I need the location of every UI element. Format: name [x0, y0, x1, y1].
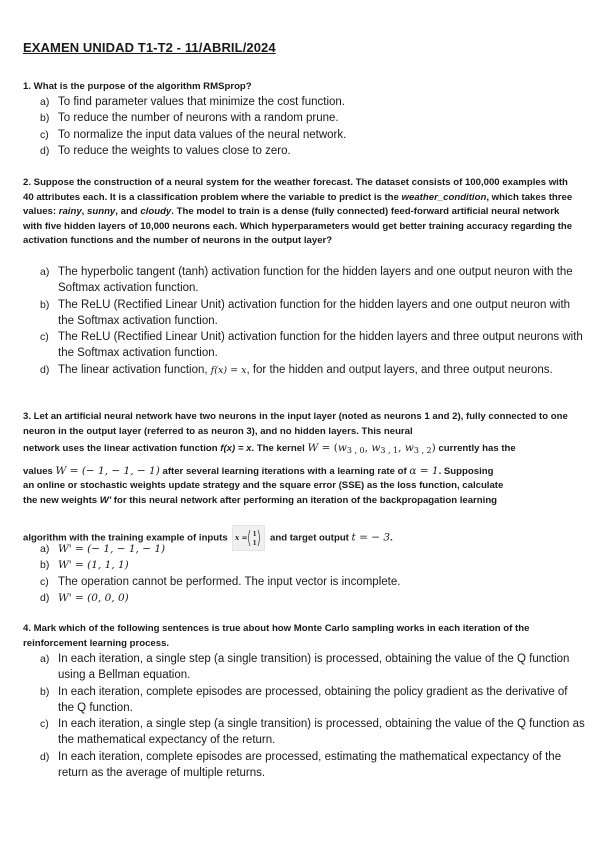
option-text: In each iteration, complete episodes are processed, estimating the mathematical expectancy of the return as the average of multiple returns.	[58, 750, 562, 780]
option-4b[interactable]	[40, 684, 585, 717]
q3-line	[23, 441, 579, 459]
subscript: 3 , 1	[380, 446, 399, 456]
option-2a[interactable]	[40, 264, 585, 297]
option-letter: b)	[40, 112, 50, 125]
option-3b[interactable]	[40, 557, 585, 573]
subscript: 3 , 0	[346, 446, 365, 456]
q2-part: . The model to train is a dense (fully connected) feed-forward artificial neural network with five hidden layers of 10,000 neurons each. Which hyperparameters would get better training accuracy regarding the activation functions and the number of neurons in the output layer?	[23, 206, 573, 247]
q3-math: = (− 1, − 1, − 1)	[66, 464, 160, 477]
subscript: 3 , 2	[413, 446, 432, 456]
option-text: , for the hidden and output layers, and three output neurons.	[246, 363, 553, 376]
kernel-vector: ($w_{3 , 0}$, $w_{3 , 1}$, $w_{3 , 2}$)	[333, 442, 436, 456]
q3-part: algorithm with the training example of inputs	[23, 532, 231, 544]
option-text: The linear activation function,	[58, 363, 211, 376]
q2-value: rainy	[58, 206, 82, 218]
option-text: In each iteration, complete episodes are processed, obtaining the policy gradient as the derivative of the Q function.	[58, 685, 568, 714]
question-2-text	[23, 176, 579, 249]
option-letter: a)	[40, 653, 50, 665]
question-3-options	[40, 541, 585, 606]
q3-part: . Supposing	[438, 465, 494, 477]
q3-line: an online or stochastic weights update strategy and the square error (SSE) as the loss function, calculate	[23, 480, 504, 492]
option-letter: c)	[40, 331, 49, 344]
q3-part: currently has the	[435, 443, 516, 455]
option-text: The operation cannot be performed. The input vector is incomplete.	[58, 575, 401, 588]
q3-math: t = − 3	[351, 531, 391, 544]
exam-title: EXAMEN UNIDAD T1-T2 - 11/ABRIL/2024	[23, 40, 276, 55]
q3-math: =	[318, 442, 334, 455]
option-letter: d)	[40, 363, 50, 376]
option-3c[interactable]	[40, 574, 585, 590]
option-letter: c)	[40, 575, 49, 588]
q3-part: .	[390, 532, 393, 544]
option-4d[interactable]	[40, 749, 585, 782]
question-4-text: 4. Mark which of the following sentences is true about how Monte Carlo sampling works in each iteration of the reinforcement learning process.	[23, 623, 530, 649]
option-math: f(x) = x	[210, 364, 247, 376]
q3-fx: f(x) = x	[220, 443, 252, 455]
option-text: The ReLU (Rectified Linear Unit) activation function for the hidden layers and one output neuron with the Softmax activation function.	[58, 298, 571, 327]
option-text: In each iteration, a single step (a single transition) is processed, obtaining the value of the Q function as the mathematical expectancy of the return.	[58, 718, 585, 747]
question-1-text: 1. What is the purpose of the algorithm RMSprop?	[23, 81, 252, 92]
q3-part: the new weights	[23, 494, 100, 506]
q3-math: W'	[99, 494, 112, 506]
question-3-text	[23, 410, 579, 551]
option-2c[interactable]	[40, 329, 585, 362]
q3-math: W	[55, 464, 67, 477]
q2-part: 2. Suppose the construction of a neural system for the weather forecast. The dataset consists of 100,000 examples with 40 attributes each. It is a classification problem where the variable to predict is the	[23, 177, 568, 203]
input-vector-label: x =	[235, 532, 248, 542]
q2-variable: weather_condition	[401, 191, 487, 203]
q3-part: after several learning iterations with a learning rate of	[159, 465, 410, 477]
q3-line	[23, 494, 579, 509]
option-text: The hyperbolic tangent (tanh) activation function for the hidden layers and one output neuron with the Softmax activation function.	[58, 266, 573, 295]
option-math: W' = (− 1, − 1, − 1)	[58, 543, 166, 555]
q3-part: values	[23, 465, 56, 477]
q3-math: α = 1	[409, 464, 439, 477]
q3-math: W	[307, 442, 319, 455]
option-letter: a)	[40, 96, 50, 108]
option-math: W' = (1, 1, 1)	[58, 559, 129, 572]
option-4c[interactable]	[40, 716, 585, 749]
q2-part: , which takes three values:	[23, 191, 573, 218]
option-letter: b)	[40, 559, 50, 572]
q3-part: for this neural network after performing an iteration of the backpropagation learning	[111, 494, 498, 506]
option-1c[interactable]	[40, 127, 585, 143]
question-2-options	[40, 264, 585, 379]
option-1d[interactable]	[40, 143, 585, 159]
option-text: To reduce the weights to values close to zero.	[58, 144, 291, 157]
q2-value: sunny	[87, 206, 116, 218]
option-text: The ReLU (Rectified Linear Unit) activation function for the hidden layers and three output neurons with the Softmax activation function.	[58, 331, 583, 360]
option-text: To reduce the number of neurons with a random prune.	[58, 112, 339, 125]
option-letter: d)	[40, 750, 50, 763]
option-text: To normalize the input data values of the neural network.	[58, 128, 347, 141]
option-letter: d)	[40, 144, 50, 157]
option-3d[interactable]	[40, 590, 585, 606]
option-1b[interactable]	[40, 110, 585, 126]
option-letter: a)	[40, 266, 50, 278]
option-text: In each iteration, a single step (a single transition) is processed, obtaining the value of the Q function using a Bellman equation.	[58, 653, 570, 682]
option-letter: d)	[40, 591, 50, 604]
option-letter: c)	[40, 128, 49, 141]
option-2b[interactable]	[40, 297, 585, 330]
option-letter: c)	[40, 718, 49, 731]
input-x1: 1	[252, 530, 258, 538]
q3-line	[23, 464, 579, 480]
q3-part: and target output	[267, 532, 352, 544]
option-3a[interactable]	[40, 541, 585, 557]
q3-part: . The kernel	[251, 443, 308, 455]
q3-part: network uses the linear activation function	[23, 443, 221, 455]
q2-separator: , and	[115, 206, 141, 218]
option-letter: a)	[40, 543, 50, 555]
question-1-options	[40, 94, 585, 159]
q3-line: 3. Let an artificial neural network have two neurons in the input layer (noted as neurons 1 and 2), fully connected to one neuron in the output layer (referred to as neuron 3), and no hidden layers. This neural	[23, 411, 568, 437]
option-4a[interactable]	[40, 651, 585, 684]
q2-value: cloudy	[140, 206, 172, 218]
option-letter: b)	[40, 685, 50, 698]
option-text: To find parameter values that minimize the cost function.	[58, 96, 346, 108]
question-4-options	[40, 651, 585, 781]
option-1a[interactable]	[40, 94, 585, 110]
q2-separator: ,	[81, 206, 88, 218]
option-math: W' = (0, 0, 0)	[58, 591, 129, 604]
input-x2: 1	[252, 539, 258, 547]
option-letter: b)	[40, 298, 50, 311]
option-2d[interactable]	[40, 362, 585, 379]
